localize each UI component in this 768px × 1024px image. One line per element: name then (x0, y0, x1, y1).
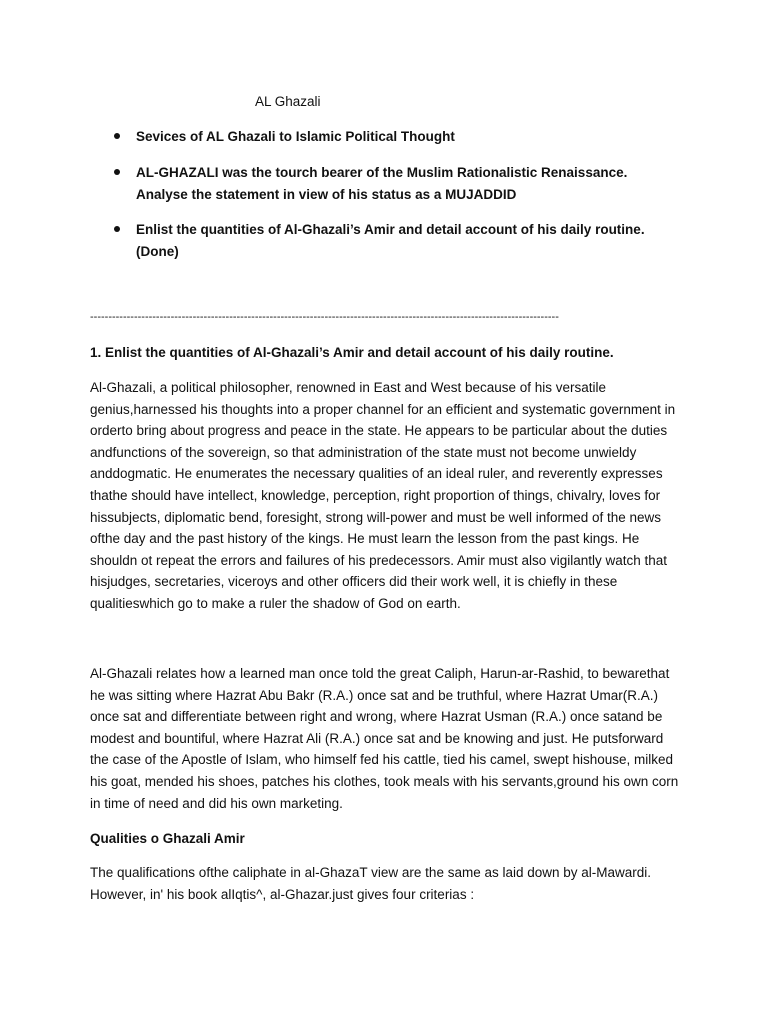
bullet-icon (114, 226, 120, 232)
bullet-text: AL-GHAZALI was the tourch bearer of the Muslim Rationalistic Renaissance. Analyse the statement in view of his status as a MUJADDID (136, 165, 628, 202)
section-heading: Qualities o Ghazali Amir (90, 831, 245, 846)
paragraph: Al-Ghazali relates how a learned man once told the great Caliph, Harun-ar-Rashid, to bewarethat he was sitting where Hazrat Abu Bakr (R.A.) once sat and be truthful, where Hazrat Umar(R.A.) once sat and differentiate between right and wrong, where Hazrat Usman (R.A.) once satand be modest and bountiful, where Hazrat Ali (R.A.) once sat and be knowing and just. He putsforward the case of the Apostle of Islam, who himself fed his cattle, tied his camel, swept hishouse, milked his goat, mended his shoes, patches his clothes, took meals with his servants,ground his own corn in time of need and did his own marketing. (90, 666, 679, 811)
divider-line: -------------------------------------------------------------------------------------------------------------------------------- (90, 311, 559, 323)
bullet-text: Sevices of AL Ghazali to Islamic Political Thought (136, 129, 455, 144)
section-heading: 1. Enlist the quantities of Al-Ghazali’s Amir and detail account of his daily routine. (90, 345, 614, 360)
paragraph: The qualifications ofthe caliphate in al-GhazaT view are the same as laid down by al-Mawardi. However, in' his book alIqtis^, al-Ghazar.just gives four criterias : (90, 865, 652, 902)
bullet-text: Enlist the quantities of Al-Ghazali’s Amir and detail account of his daily routine. (Done) (136, 222, 645, 259)
document-title: AL Ghazali (255, 94, 321, 109)
bullet-icon (114, 133, 120, 139)
paragraph: Al-Ghazali, a political philosopher, renowned in East and West because of his versatile genius,harnessed his thoughts into a proper channel for an efficient and systematic government in orderto bring about progress and peace in the state. He appears to be particular about the duties andfunctions of the sovereign, so that administration of the state must not become unwieldy anddogmatic. He enumerates the necessary qualities of an ideal ruler, and reverently expresses thathe should have intellect, knowledge, perception, right proportion of things, chivalry, loves for hissubjects, diplomatic bend, foresight, strong will-power and must be well informed of the news ofthe day and the past history of the kings. He must learn the lesson from the past kings. He shouldn ot repeat the errors and failures of his predecessors. Amir must also vigilantly watch that hisjudges, secretaries, viceroys and other officers did their work well, it is chiefly in these qualitieswhich go to make a ruler the shadow of God on earth. (90, 380, 676, 611)
bullet-icon (114, 169, 120, 175)
